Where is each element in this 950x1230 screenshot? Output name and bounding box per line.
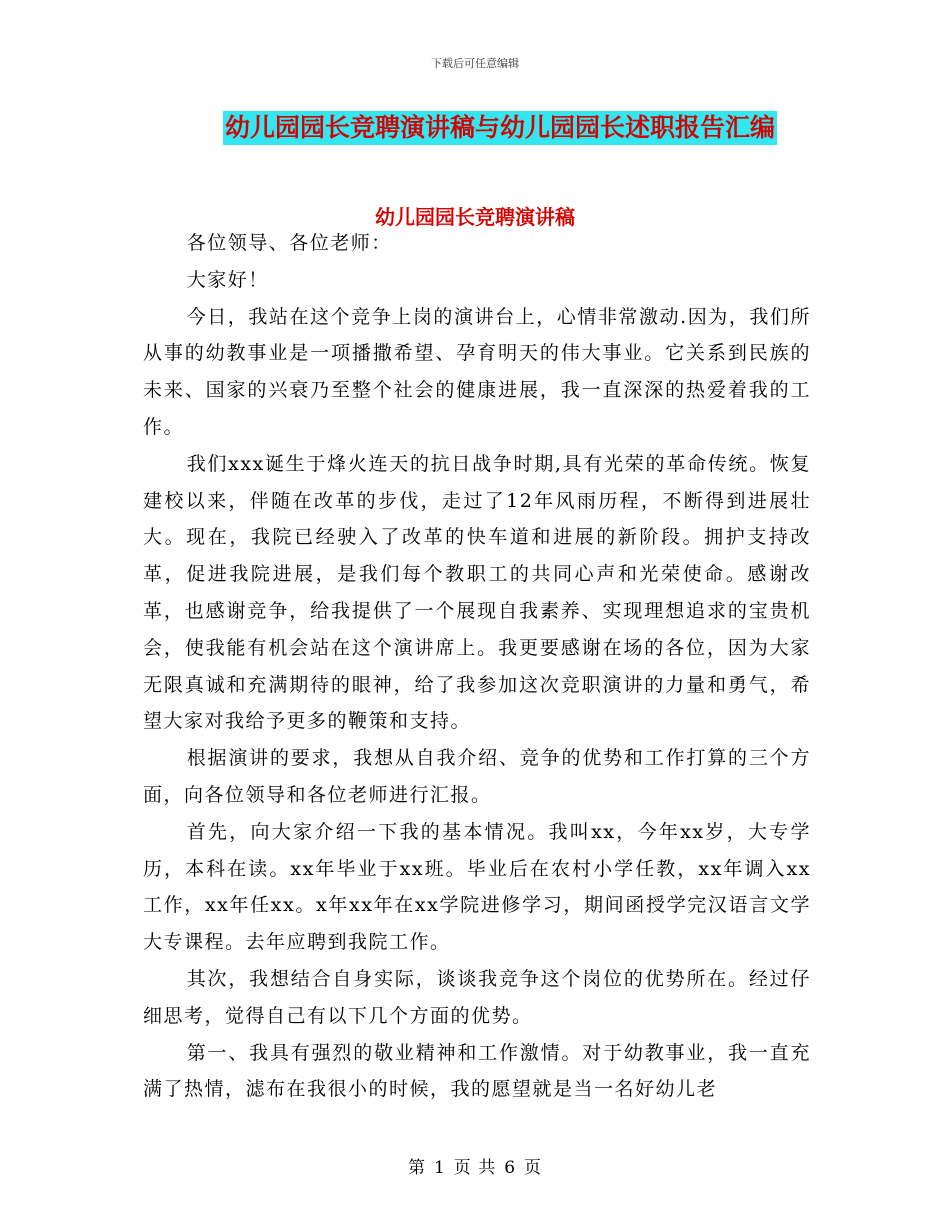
paragraph: 我们xxx诞生于烽火连天的抗日战争时期,具有光荣的革命传统。恢复建校以来，伴随在改革的步伐，走过了12年风雨历程，不断得到进展壮大。现在，我院已经驶入了改革的快车道和进展的新阶段。拥护支持改革，促进我院进展，是我们每个教职工的共同心声和光荣使命。感谢改革，也感谢竞争，给我提供了一个展现自我素养、实现理想追求的宝贵机会，使我能有机会站在这个演讲席上。我更要感谢在场的各位，因为大家无限真诚和充满期待的眼神，给了我参加这次竞职演讲的力量和勇气，希望大家对我给予更多的鞭策和支持。: [143, 452, 811, 733]
paragraph: 首先，向大家介绍一下我的基本情况。我叫xx，今年xx岁，大专学历，本科在读。xx年毕业于xx班。毕业后在农村小学任教，xx年调入xx工作，xx年任xx。x年xx年在xx学院进修学习，期间函授学完汉语言文学大专课程。去年应聘到我院工作。: [143, 820, 811, 954]
paragraph: 大家好！: [186, 268, 269, 291]
footer-prefix: 第: [407, 1158, 426, 1178]
page-footer: [0, 1153, 950, 1178]
header-note: 下载后可任意编辑: [431, 57, 519, 70]
paragraph: 第一、我具有强烈的敬业精神和工作激情。对于幼教事业，我一直充满了热情，滤布在我很小的时候，我的愿望就是当一名好幼儿老: [143, 1041, 811, 1101]
footer-mid: 页 共: [453, 1158, 497, 1178]
paragraph: 今日，我站在这个竞争上岗的演讲台上，心情非常激动.因为，我们所从事的幼教事业是一项播撒希望、孕育明天的伟大事业。它关系到民族的未来、国家的兴衰乃至整个社会的健康进展，我一直深深的热爱着我的工作。: [143, 305, 811, 438]
page-total: 6: [504, 1158, 517, 1178]
body-text: [143, 225, 811, 1108]
page-number: 1: [433, 1158, 446, 1178]
main-title: 幼儿园园长竞聘演讲稿与幼儿园园长述职报告汇编: [223, 111, 777, 145]
paragraph: 根据演讲的要求，我想从自我介绍、竞争的优势和工作打算的三个方面，向各位领导和各位老师进行汇报。: [143, 747, 811, 806]
main-title-container: [0, 111, 950, 145]
footer-suffix: 页: [524, 1158, 543, 1178]
section-title: 幼儿园园长竞聘演讲稿: [375, 205, 575, 229]
paragraph: 其次，我想结合自身实际，谈谈我竞争这个岗位的优势所在。经过仔细思考，觉得自己有以下几个方面的优势。: [143, 967, 811, 1027]
paragraph: 各位领导、各位老师：: [186, 232, 392, 254]
